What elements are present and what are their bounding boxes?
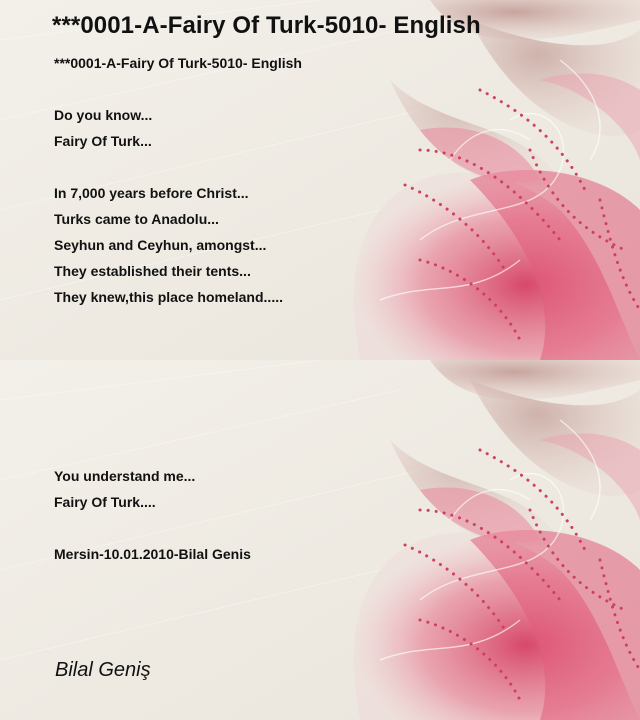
poem-line: In 7,000 years before Christ... <box>54 185 249 201</box>
poem-line: They knew,this place homeland..... <box>54 289 283 305</box>
poem-line <box>54 515 251 541</box>
poem-line: Fairy Of Turk.... <box>54 494 156 510</box>
poem-title: ***0001-A-Fairy Of Turk-5010- English <box>52 12 481 39</box>
poem-stanza-top <box>54 50 302 310</box>
poem-line: They established their tents... <box>54 263 251 279</box>
poem-line: Do you know... <box>54 107 153 123</box>
poem-line <box>54 154 302 180</box>
poem-author: Bilal Geniş <box>55 659 151 681</box>
poem-panel-bottom <box>0 360 640 720</box>
poem-line: Fairy Of Turk... <box>54 133 152 149</box>
poem-line: Mersin-10.01.2010-Bilal Genis <box>54 546 251 562</box>
poem-stanza-bottom <box>54 463 251 567</box>
poem-line: Turks came to Anadolu... <box>54 211 219 227</box>
poem-line: You understand me... <box>54 468 196 484</box>
poem-line: ***0001-A-Fairy Of Turk-5010- English <box>54 55 302 71</box>
poem-line: Seyhun and Ceyhun, amongst... <box>54 237 267 253</box>
poem-line <box>54 76 302 102</box>
